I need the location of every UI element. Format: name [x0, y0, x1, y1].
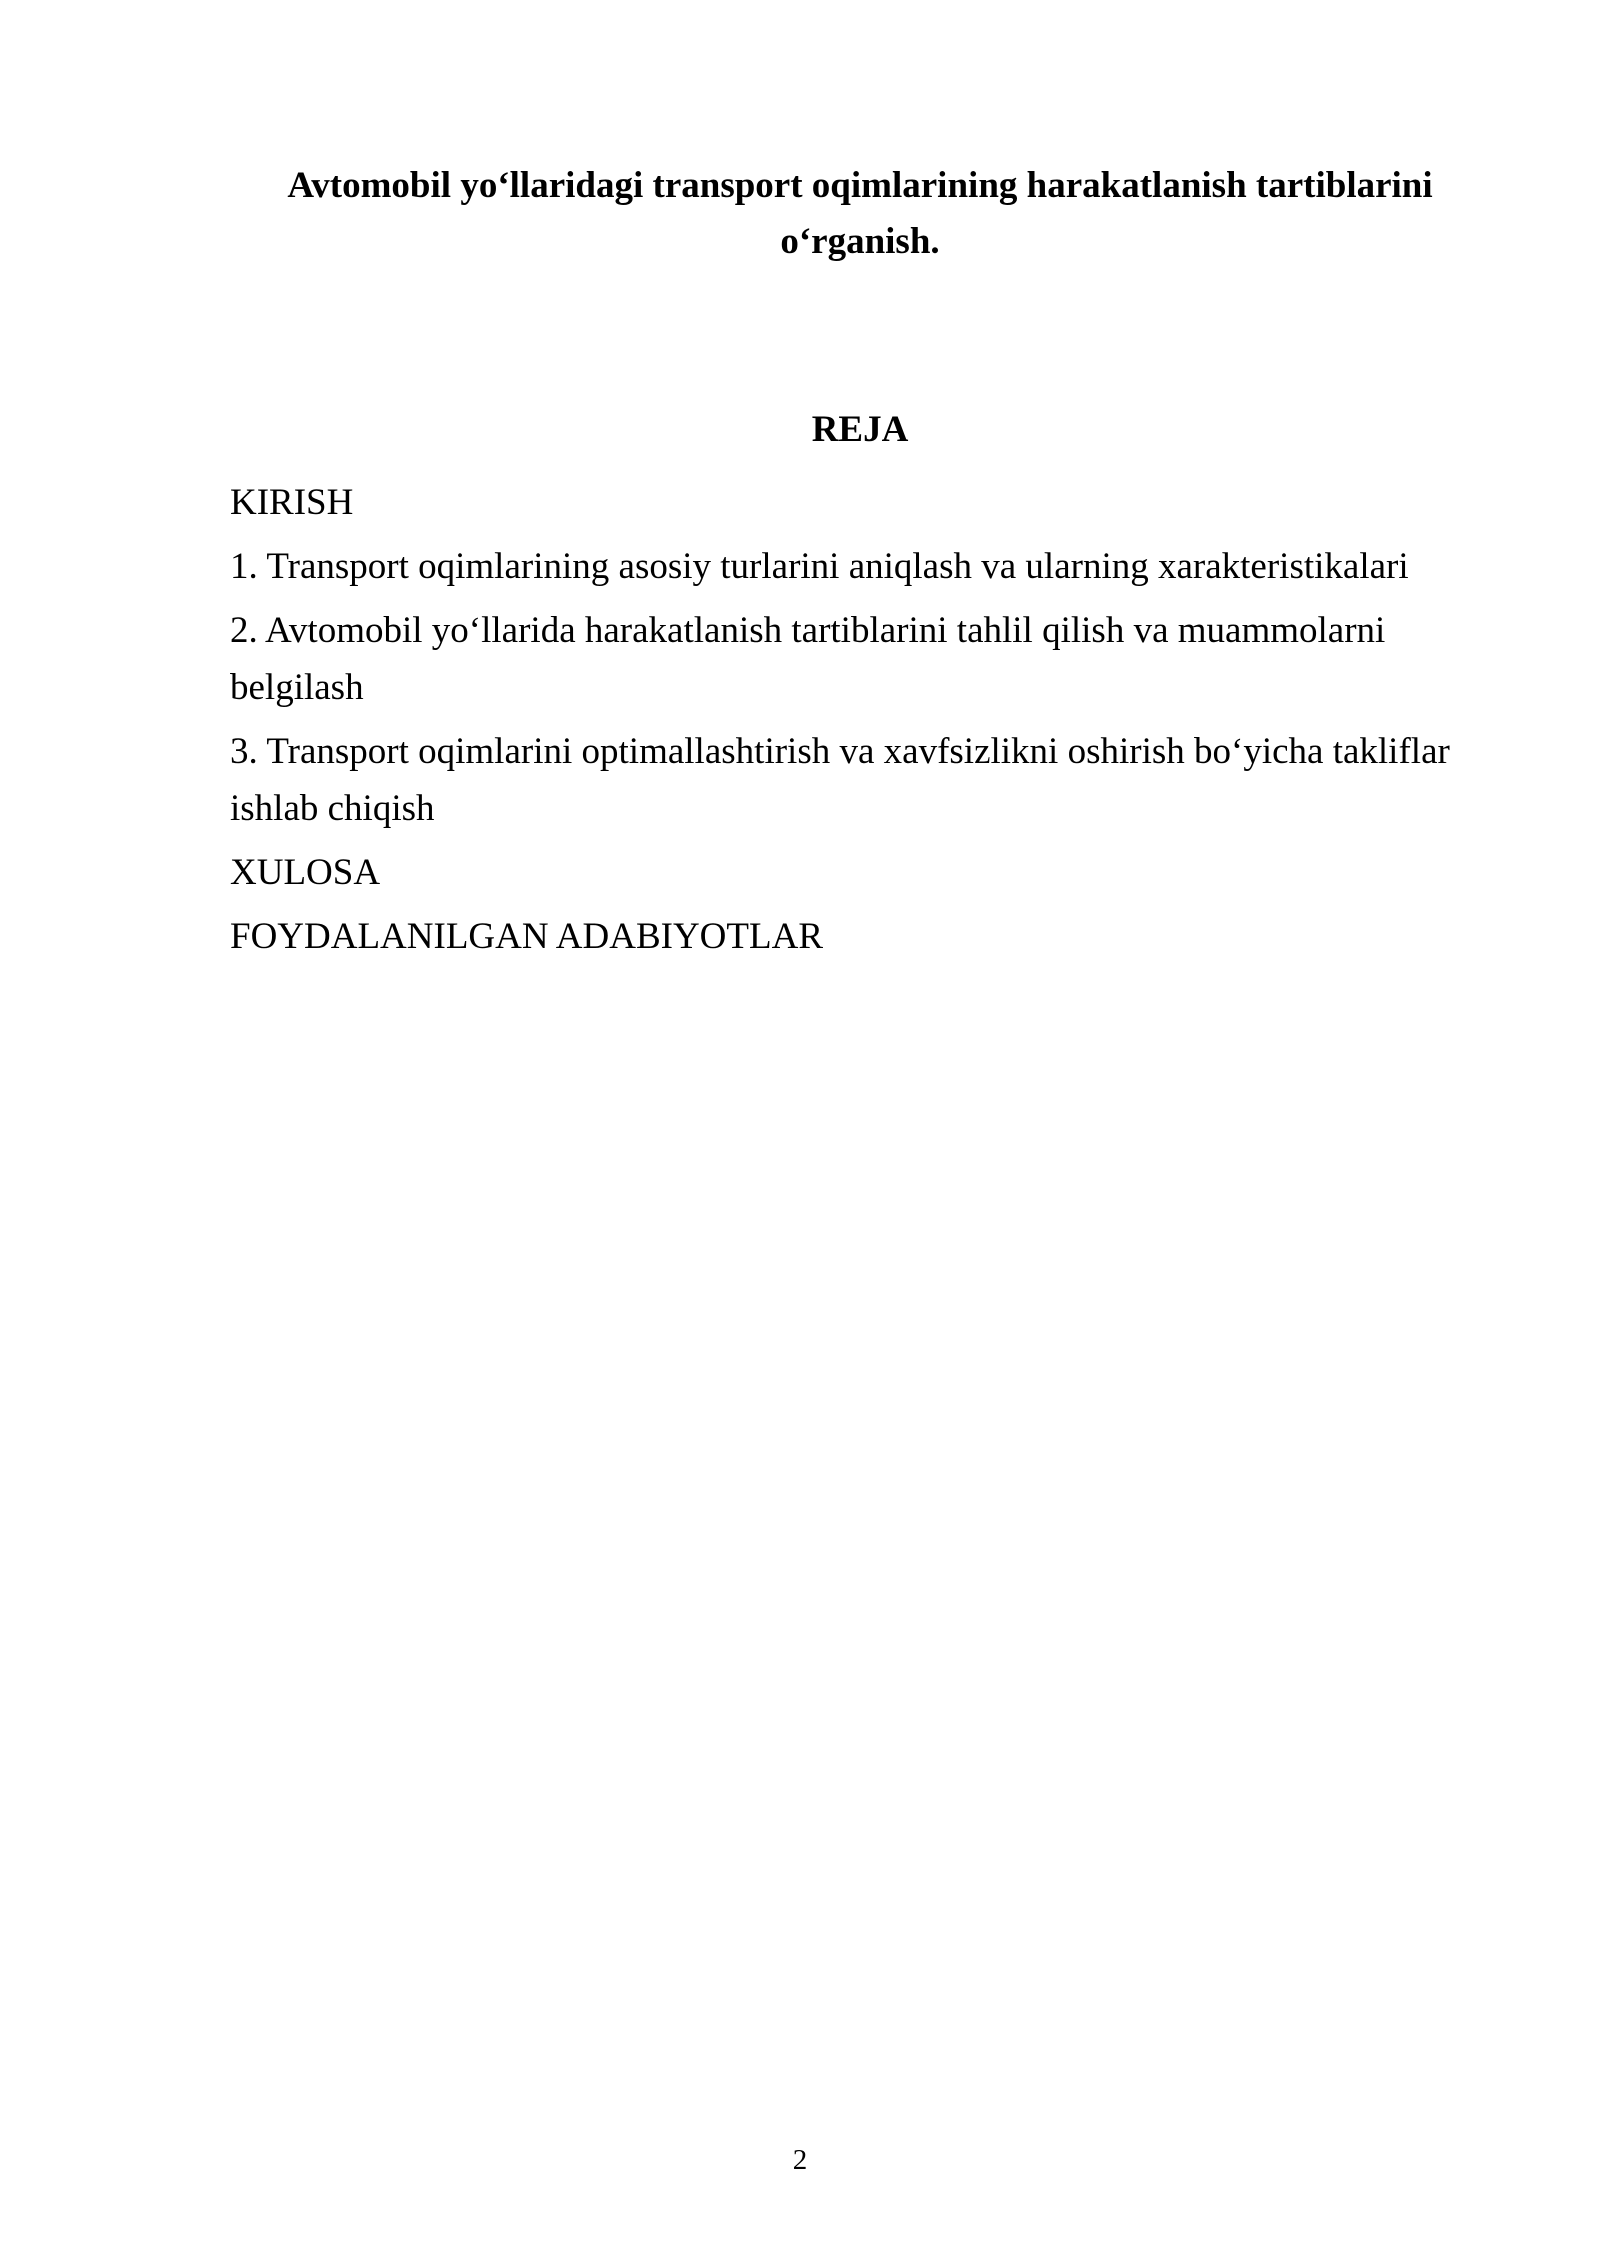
plan-item-references: FOYDALANILGAN ADABIYOTLAR	[230, 916, 823, 957]
document-title: Avtomobil yo‘llaridagi transport oqimlarining harakatlanish tartiblarini o‘rganish.	[287, 165, 1433, 262]
page-number: 2	[792, 2144, 808, 2176]
plan-list	[230, 474, 1490, 972]
plan-item-1: 1. Transport oqimlarining asosiy turlarini aniqlash va ularning xarakteristikalari	[230, 546, 1409, 587]
plan-item-introduction: KIRISH	[230, 482, 354, 523]
plan-item-conclusion: XULOSA	[230, 852, 381, 893]
plan-item-2: 2. Avtomobil yo‘llarida harakatlanish tartiblarini tahlil qilish va muammolarni belgilash	[230, 610, 1386, 708]
plan-item-3: 3. Transport oqimlarini optimallashtirish va xavfsizlikni oshirish bo‘yicha takliflar ishlab chiqish	[230, 731, 1450, 829]
plan-heading: REJA	[811, 409, 909, 450]
